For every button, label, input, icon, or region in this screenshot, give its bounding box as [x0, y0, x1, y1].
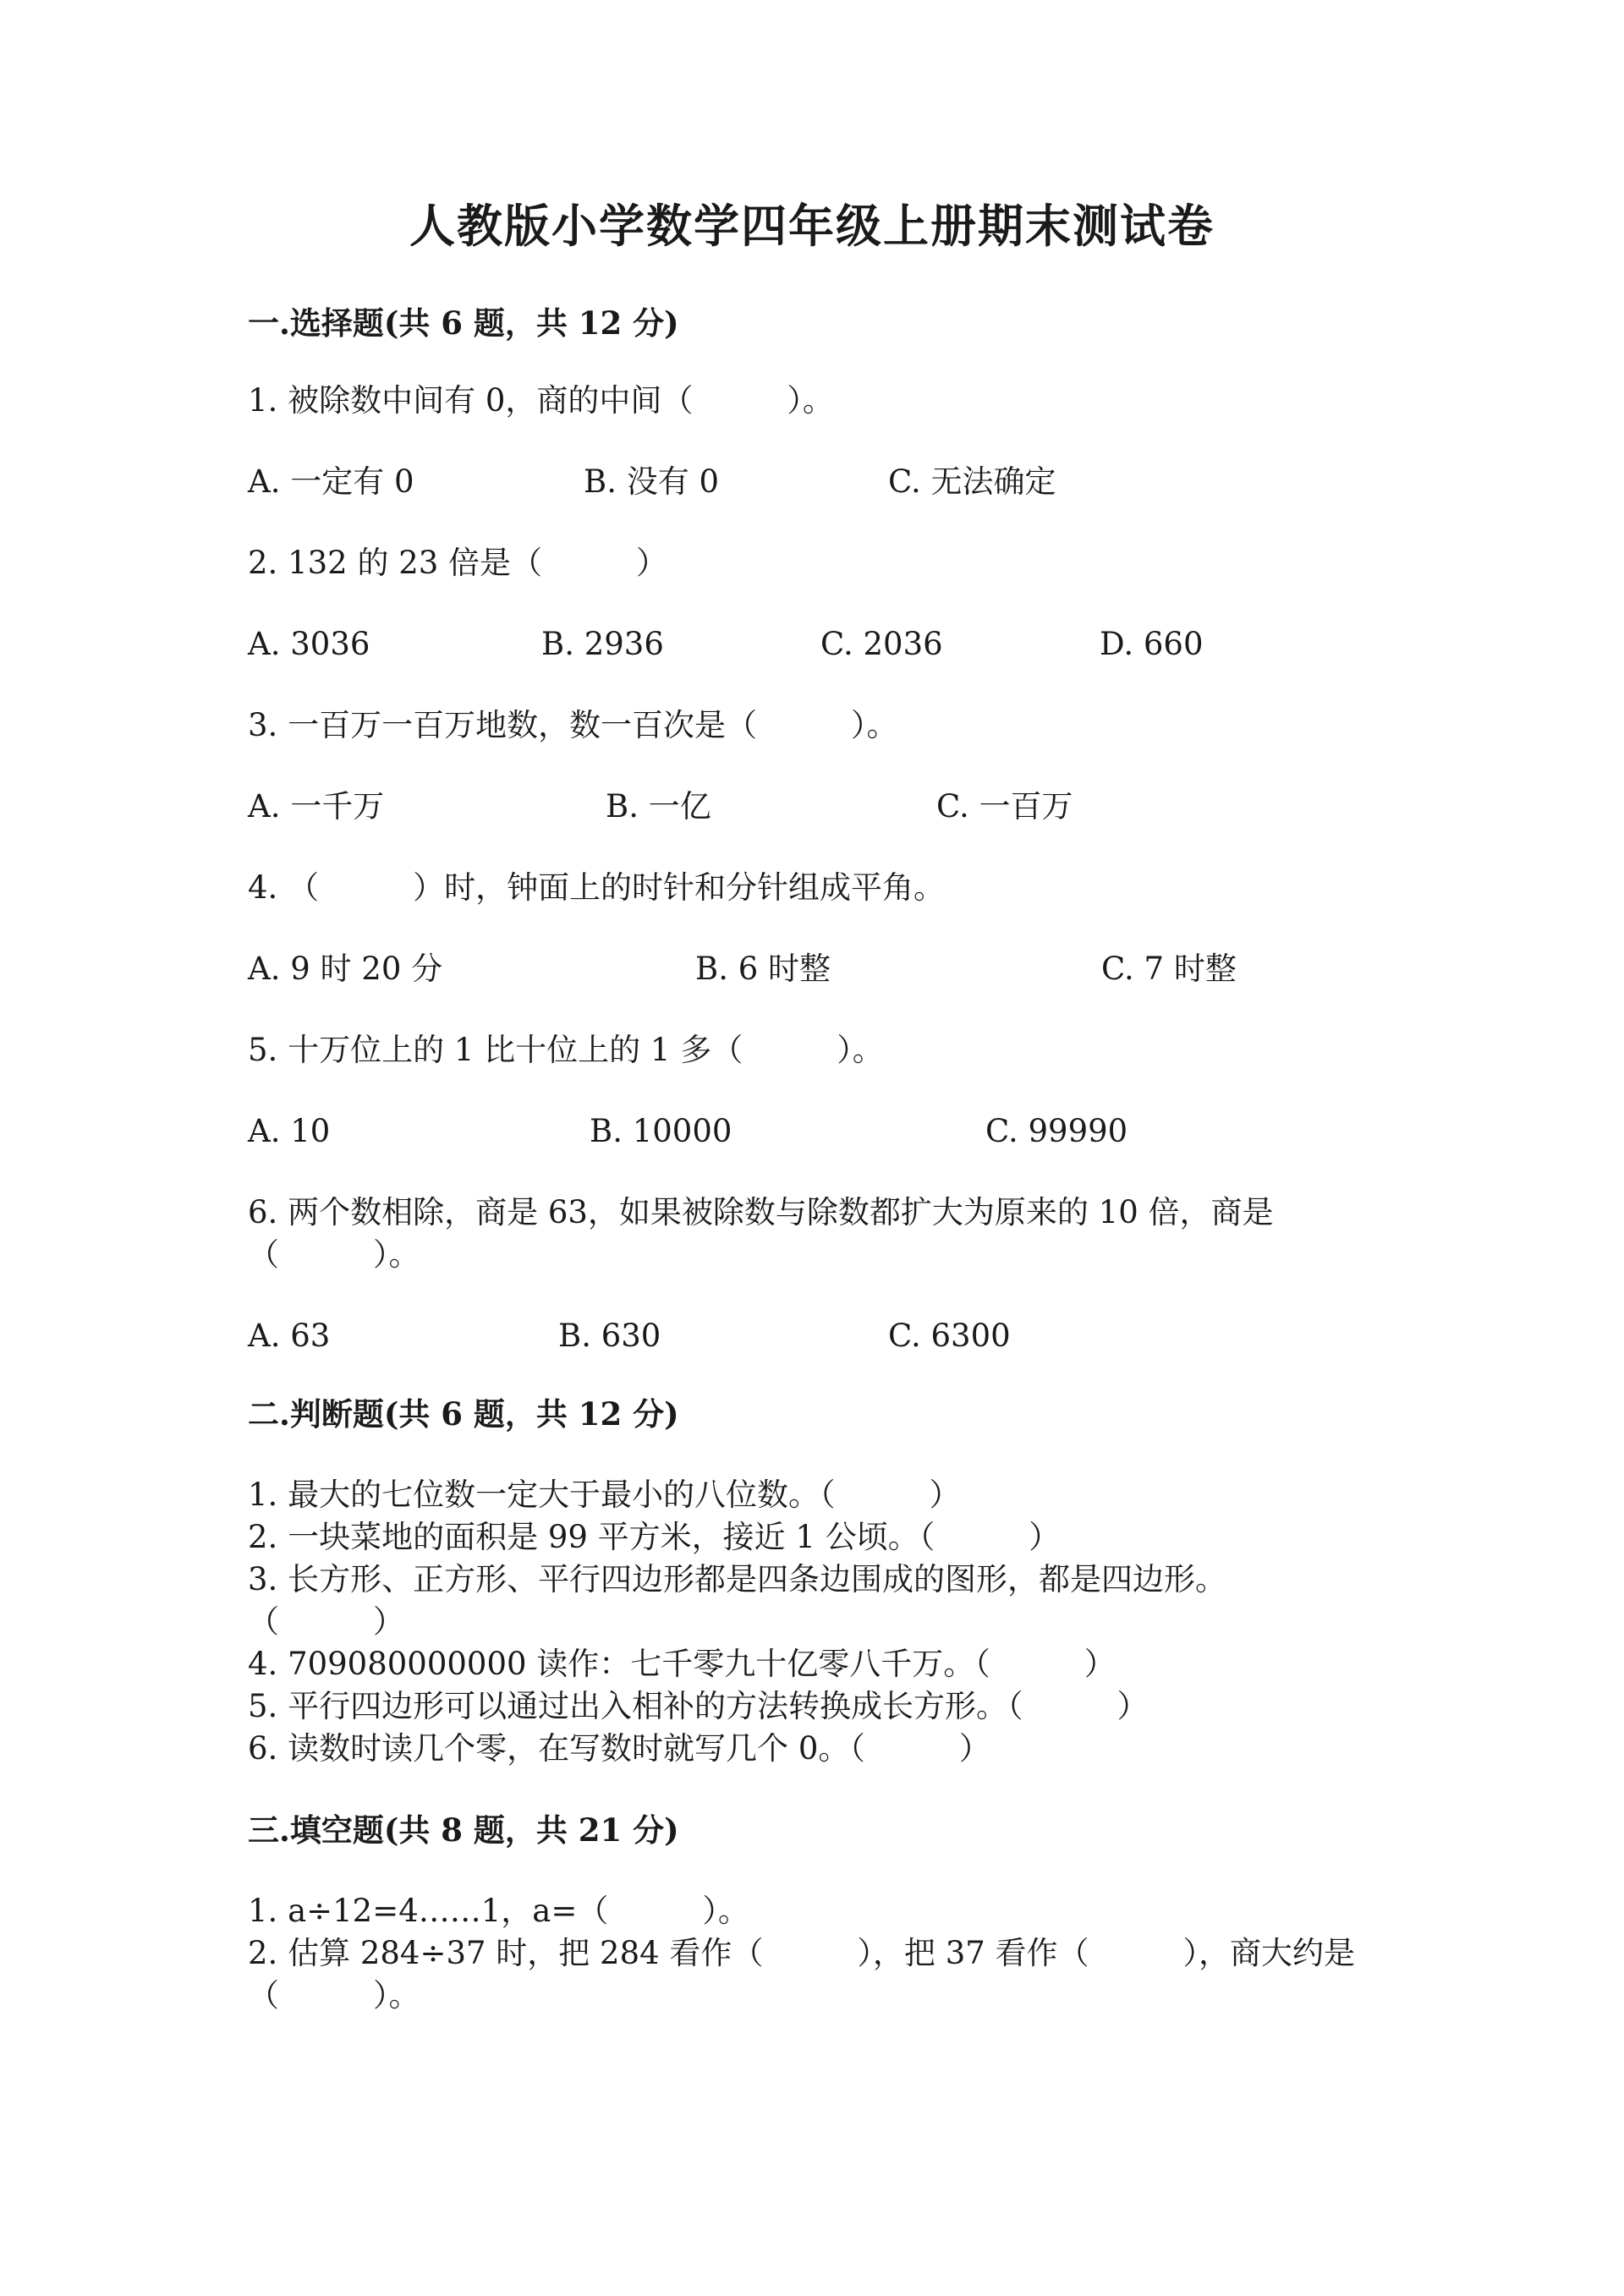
choice-q1-option-b: B. 没有 0 — [584, 463, 720, 500]
fill-item-2-continued: （ ）。 — [248, 1977, 420, 2014]
choice-q5-option-c: C. 99990 — [985, 1113, 1128, 1149]
choice-q5-option-a: A. 10 — [248, 1113, 331, 1149]
choice-question-4: 4. （ ）时，钟面上的时针和分针组成平角。 — [248, 869, 946, 906]
page-title: 人教版小学数学四年级上册期末测试卷 — [409, 199, 1215, 253]
section-heading-judge: 二.判断题(共 6 题，共 12 分) — [248, 1395, 679, 1433]
judge-item-4: 4. 709080000000 读作：七千零九十亿零八千万。（ ） — [248, 1646, 1116, 1682]
choice-q3-option-b: B. 一亿 — [606, 788, 711, 825]
fill-item-1: 1. a÷12=4……1，a=（ ）。 — [248, 1893, 749, 1929]
section-heading-choice: 一.选择题(共 6 题，共 12 分) — [248, 304, 679, 342]
choice-q6-option-c: C. 6300 — [888, 1318, 1011, 1354]
choice-q6-option-b: B. 630 — [558, 1318, 661, 1354]
choice-q5-option-b: B. 10000 — [590, 1113, 732, 1149]
choice-q4-option-c: C. 7 时整 — [1101, 951, 1237, 987]
choice-question-2: 2. 132 的 23 倍是（ ） — [248, 545, 668, 581]
choice-q3-option-a: A. 一千万 — [248, 788, 385, 825]
judge-item-1: 1. 最大的七位数一定大于最小的八位数。（ ） — [248, 1477, 961, 1513]
choice-q4-option-a: A. 9 时 20 分 — [248, 951, 443, 987]
judge-item-5: 5. 平行四边形可以通过出入相补的方法转换成长方形。（ ） — [248, 1688, 1149, 1724]
judge-item-6: 6. 读数时读几个零，在写数时就写几个 0。（ ） — [248, 1730, 990, 1767]
fill-item-2: 2. 估算 284÷37 时，把 284 看作（ ），把 37 看作（ ），商大约是 — [248, 1935, 1356, 1971]
choice-q1-option-a: A. 一定有 0 — [248, 463, 414, 500]
choice-q2-option-b: B. 2936 — [541, 626, 664, 662]
choice-q6-option-a: A. 63 — [248, 1318, 331, 1354]
choice-q2-option-d: D. 660 — [1100, 626, 1204, 662]
choice-q3-option-c: C. 一百万 — [936, 788, 1073, 825]
choice-question-1: 1. 被除数中间有 0，商的中间（ ）。 — [248, 382, 834, 419]
choice-q1-option-c: C. 无法确定 — [888, 463, 1056, 500]
section-heading-fill: 三.填空题(共 8 题，共 21 分) — [248, 1811, 679, 1849]
judge-item-3: 3. 长方形、正方形、平行四边形都是四条边围成的图形，都是四边形。 — [248, 1561, 1227, 1597]
judge-item-2: 2. 一块菜地的面积是 99 平方米，接近 1 公顷。（ ） — [248, 1519, 1061, 1555]
choice-q2-option-a: A. 3036 — [248, 626, 370, 662]
choice-question-3: 3. 一百万一百万地数，数一百次是（ ）。 — [248, 707, 898, 743]
choice-q4-option-b: B. 6 时整 — [695, 951, 831, 987]
choice-question-6: 6. 两个数相除，商是 63，如果被除数与除数都扩大为原来的 10 倍，商是 — [248, 1194, 1274, 1230]
choice-question-6-continued: （ ）。 — [248, 1236, 420, 1273]
choice-q2-option-c: C. 2036 — [820, 626, 943, 662]
choice-question-5: 5. 十万位上的 1 比十位上的 1 多（ ）。 — [248, 1032, 884, 1068]
judge-item-3-continued: （ ） — [248, 1603, 404, 1640]
